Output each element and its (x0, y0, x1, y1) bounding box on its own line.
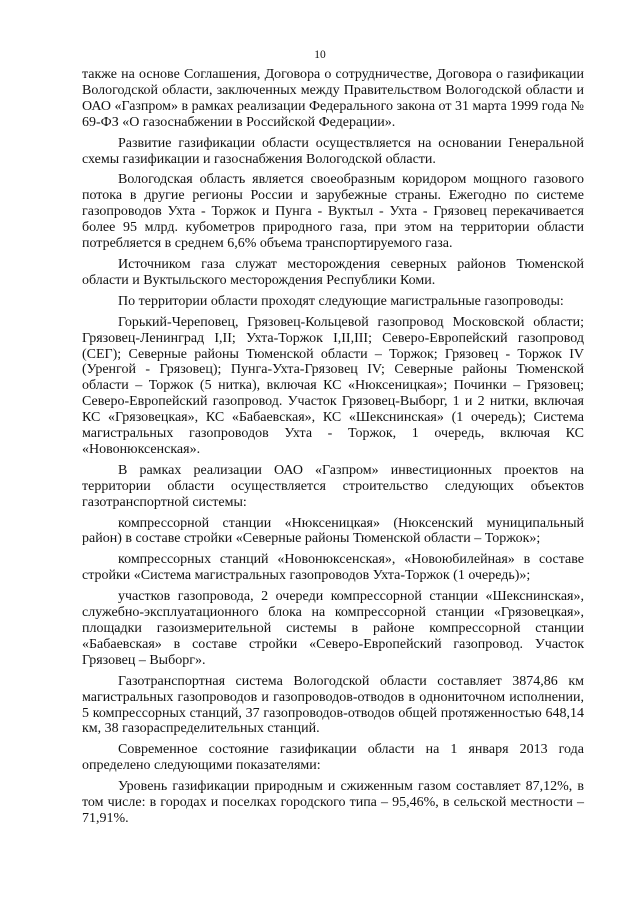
paragraph-agreements-continuation: также на основе Соглашения, Договора о сотрудничестве, Договора о газификации Вологодской области, заключенных между Правительством Вологодской области и ОАО «Газпром» в рамках реализации Федерального закона от 31 марта 1999 года № 69-ФЗ «О газоснабжении в Российской Федерации». (82, 67, 584, 130)
document-body (82, 67, 584, 832)
paragraph-novonyuksenskaya-stations: компрессорных станций «Новонюксенская», «Новоюбилейная» в составе стройки «Система магистральных газопроводов Ухта-Торжок (1 очередь)»; (82, 552, 584, 584)
paragraph-current-state: Современное состояние газификации области на 1 января 2013 года определено следующими показателями: (82, 742, 584, 774)
paragraph-transport-system: Газотранспортная система Вологодской области составляет 3874,86 км магистральных газопроводов и газопроводов-отводов в однониточном исполнении, 5 компрессорных станций, 37 газопроводов-отводов общей протяженностью 648,14 км, 38 газораспределительных станций. (82, 673, 584, 737)
paragraph-gasification-level: Уровень газификации природным и сжиженным газом составляет 87,12%, в том числе: в городах и поселках городского типа – 95,46%, в сельской местности – 71,91%. (82, 779, 584, 826)
paragraph-gas-sources: Источником газа служат месторождения северных районов Тюменской области и Вуктыльского месторождения Республики Коми. (82, 256, 584, 288)
paragraph-investment-projects: В рамках реализации ОАО «Газпром» инвестиционных проектов на территории области осуществляется строительство следующих объектов газотранспортной системы: (82, 462, 584, 510)
paragraph-general-scheme: Развитие газификации области осуществляется на основании Генеральной схемы газификации и газоснабжения Вологодской области. (82, 135, 584, 167)
paragraph-pipelines-list: Горький-Череповец, Грязовец-Кольцевой газопровод Московской области; Грязовец-Ленинград I,II; Ухта-Торжок I,II,III; Северо-Европейский газопровод (СЕГ); Северные районы Тюменской области – Торжок; Грязовец - Торжок IV (Уренгой - Грязовец); Пунга-Ухта-Грязовец IV; Северные районы Тюменской области – Торжок (5 нитка), включая КС «Нюксеницкая»; Починки – Грязовец; Северо-Европейский газопровод. Участок Грязовец-Выборг, 1 и 2 нитки, включая КС «Грязовецкая», КС «Бабаевская», КС «Шекснинская» (1 очередь); Система магистральных газопроводов Ухта - Торжок, 1 очередь, включая КС «Новонюксенская». (82, 314, 584, 457)
page-number: 10 (314, 49, 326, 61)
paragraph-gas-corridor: Вологодская область является своеобразным коридором мощного газового потока в другие регионы России и зарубежные страны. Ежегодно по системе газопроводов Ухта - Торжок и Пунга - Вуктыл - Ухта - Грязовец перекачивается более 95 млрд. кубометров природного газа, при этом на территории области потребляется в среднем 6,6% объема транспортируемого газа. (82, 172, 584, 252)
paragraph-nyuksenitskaya-station: компрессорной станции «Нюксеницкая» (Нюксенский муниципальный район) в составе стройки «Северные районы Тюменской области – Торжок»; (82, 515, 584, 547)
paragraph-pipelines-intro: По территории области проходят следующие магистральные газопроводы: (118, 293, 564, 309)
paragraph-pipeline-sections: участков газопровода, 2 очереди компрессорной станции «Шекснинская», служебно-эксплуатационного блока на компрессорной станции «Грязовецкая», площадки газоизмерительной системы в районе компрессорной станции «Бабаевская» в составе стройки «Северо-Европейский газопровод. Участок Грязовец – Выборг». (82, 589, 584, 668)
